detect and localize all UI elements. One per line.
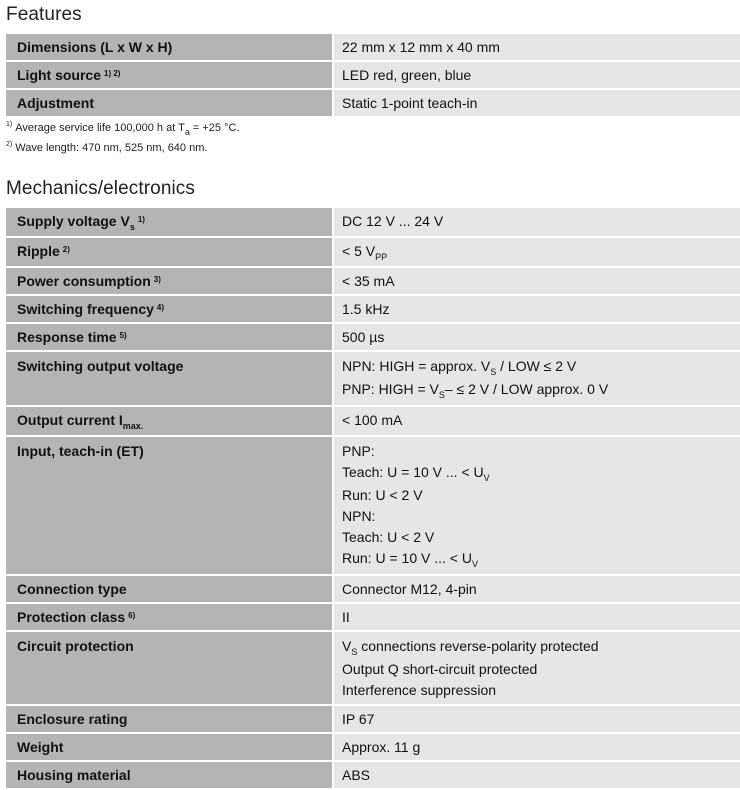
row-value: < 5 $V_{PP}$ xyxy=(333,237,740,267)
row-label: Switching output voltage xyxy=(6,351,333,406)
row-label: Weight xyxy=(6,733,333,761)
row-label: Input, teach-in (ET) xyxy=(6,436,333,575)
table-row xyxy=(6,575,740,603)
features-title: Features xyxy=(6,4,82,25)
row-label: Circuit protection xyxy=(6,631,333,705)
row-value: Approx. 11 g xyxy=(333,733,740,761)
table-row xyxy=(6,733,740,761)
row-value: LED red, green, blue xyxy=(333,61,740,89)
row-label: Output current $I_{max.}$ xyxy=(6,406,333,436)
row-value: 1.5 kHz xyxy=(333,295,740,323)
row-value: Static 1-point teach-in xyxy=(333,89,740,117)
row-label: Adjustment xyxy=(6,89,333,117)
row-value: Connector M12, 4-pin xyxy=(333,575,740,603)
row-value: PNP: Teach: U = 10 V ... < $U_V$ Run: U < 2 V NPN: Teach: U < 2 V Run: U = 10 V ... < $U_V$ xyxy=(333,436,740,575)
row-value: $V_S$ connections reverse-polarity protected Output Q short-circuit protected Interference suppression xyxy=(333,631,740,705)
row-label: Ripple $^{2)}$ xyxy=(6,237,333,267)
row-label: Housing material xyxy=(6,761,333,789)
table-row xyxy=(6,34,740,61)
row-label: Enclosure rating xyxy=(6,705,333,733)
footnote-ref: 1) 2) xyxy=(104,69,121,78)
table-row xyxy=(6,208,740,237)
row-value: < 100 mA xyxy=(333,406,740,436)
row-label: Dimensions (L x W x H) xyxy=(6,34,333,61)
table-row xyxy=(6,89,740,117)
features-table xyxy=(6,34,740,118)
table-row xyxy=(6,406,740,436)
table-row xyxy=(6,761,740,789)
row-label: Switching frequency $^{4)}$ xyxy=(6,295,333,323)
row-label: Supply voltage $V_s^{1)}$ xyxy=(6,208,333,237)
row-value: NPN: HIGH = approx. $V_S$ / LOW ≤ 2 V PNP: HIGH = $V_S- \le 2$ V / LOW approx. 0 V xyxy=(333,351,740,406)
row-value: 500 µs xyxy=(333,323,740,351)
row-value: < 35 mA xyxy=(333,267,740,295)
row-label: Response time $^{5)}$ xyxy=(6,323,333,351)
table-row xyxy=(6,705,740,733)
table-row xyxy=(6,631,740,705)
table-row xyxy=(6,267,740,295)
features-footnotes xyxy=(6,118,240,158)
row-label: Power consumption $^{3)}$ xyxy=(6,267,333,295)
row-value: IP 67 xyxy=(333,705,740,733)
footnote-2: $^{2)}$ Wave length: 470 nm, 525 nm, 640 nm. xyxy=(6,141,208,154)
footnote-1: $^{1)}$ Average service life 100,000 h at $T_a = +25$ °C. xyxy=(6,121,240,137)
table-row xyxy=(6,603,740,631)
mechanics-table xyxy=(6,208,740,790)
table-row xyxy=(6,323,740,351)
table-row xyxy=(6,436,740,575)
row-value: DC 12 V ... 24 V xyxy=(333,208,740,237)
table-row xyxy=(6,237,740,267)
table-row xyxy=(6,61,740,89)
row-label: Light source $^{1) 2)}$ xyxy=(6,61,333,89)
table-row xyxy=(6,351,740,406)
table-row xyxy=(6,295,740,323)
row-value: II xyxy=(333,603,740,631)
row-label: Connection type xyxy=(6,575,333,603)
mechanics-title: Mechanics/electronics xyxy=(6,178,196,199)
row-value: 22 mm x 12 mm x 40 mm xyxy=(333,34,740,61)
row-label: Protection class $^{6)}$ xyxy=(6,603,333,631)
row-value: ABS xyxy=(333,761,740,789)
